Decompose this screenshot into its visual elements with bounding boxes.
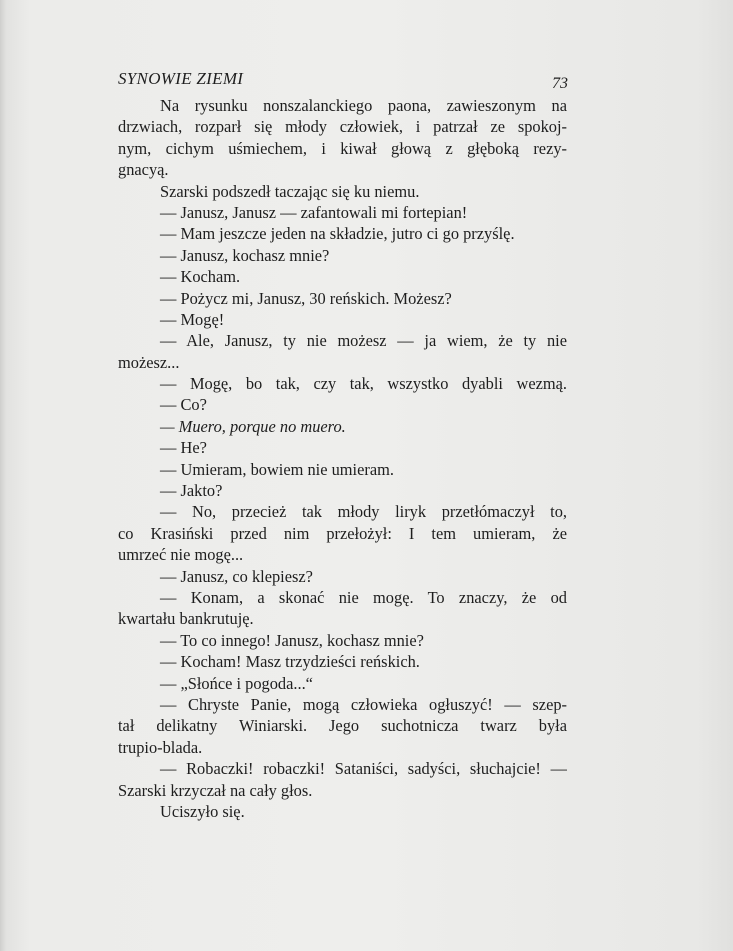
text-line: Szarski krzyczał na cały głos. (118, 780, 313, 800)
text-line: drzwiach, rozparł się młody człowiek, i patrzał ze spokoj- (118, 117, 567, 137)
page-number: 73 (552, 75, 568, 92)
dialogue-line: — Janusz, Janusz — zafantowali mi fortepian! (160, 202, 468, 222)
running-head (118, 69, 568, 93)
dialogue-line: — Robaczki! robaczki! Sataniści, sadyści, słuchajcie! — (160, 759, 567, 779)
dialogue-line: — Janusz, co klepiesz? (160, 566, 313, 586)
dialogue-line: — Chryste Panie, mogą człowieka ogłuszyć! — szep- (160, 694, 567, 714)
dialogue-line: — Mam jeszcze jeden na składzie, jutro ci go przyślę. (160, 224, 515, 244)
dialogue-line: — „Słońce i pogoda...“ (160, 673, 313, 693)
dialogue-line: — Kocham. (160, 267, 241, 287)
text-line: umrzeć nie mogę... (118, 545, 244, 565)
text-line: Na rysunku nonszalanckiego paona, zawieszonym na (160, 96, 567, 115)
text-line: Uciszyło się. (160, 801, 245, 821)
text-line: możesz... (118, 352, 180, 372)
text-line: kwartału bankrutuję. (118, 609, 254, 629)
dialogue-line: — To co innego! Janusz, kochasz mnie? (160, 630, 424, 650)
text-line: Szarski podszedł taczając się ku niemu. (160, 181, 420, 201)
text-line: gnacyą. (118, 160, 169, 180)
dialogue-line-italic: — Muero, porque no muero. (160, 416, 346, 436)
body-text (118, 95, 567, 822)
dialogue-line: — Mogę, bo tak, czy tak, wszystko dyabli wezmą. (160, 374, 567, 394)
text-line: nym, cichym uśmiechem, i kiwał głową z głęboką rezy- (118, 138, 567, 158)
dialogue-line: — No, przecież tak młody liryk przetłómaczył to, (160, 502, 567, 522)
dialogue-line: — Mogę! (160, 309, 225, 329)
dialogue-line: — He? (160, 438, 207, 458)
dialogue-line: — Konam, a skonać nie mogę. To znaczy, że od (160, 587, 567, 607)
dialogue-line: — Ale, Janusz, ty nie możesz — ja wiem, że ty nie (160, 331, 567, 351)
dialogue-line: — Kocham! Masz trzydzieści reńskich. (160, 652, 420, 672)
text-line: tał delikatny Winiarski. Jego suchotnicza twarz była (118, 716, 567, 736)
dialogue-line: — Jakto? (160, 481, 223, 501)
running-head-title: SYNOWIE ZIEMI (118, 69, 244, 88)
text-line: trupio-blada. (118, 737, 203, 757)
dialogue-line: — Pożycz mi, Janusz, 30 reńskich. Możesz? (160, 288, 452, 308)
dialogue-line: — Janusz, kochasz mnie? (160, 245, 330, 265)
dialogue-line: — Co? (160, 395, 207, 415)
dialogue-line: — Umieram, bowiem nie umieram. (160, 459, 394, 479)
text-line: co Krasiński przed nim przełożył: I tem umieram, że (118, 523, 567, 543)
